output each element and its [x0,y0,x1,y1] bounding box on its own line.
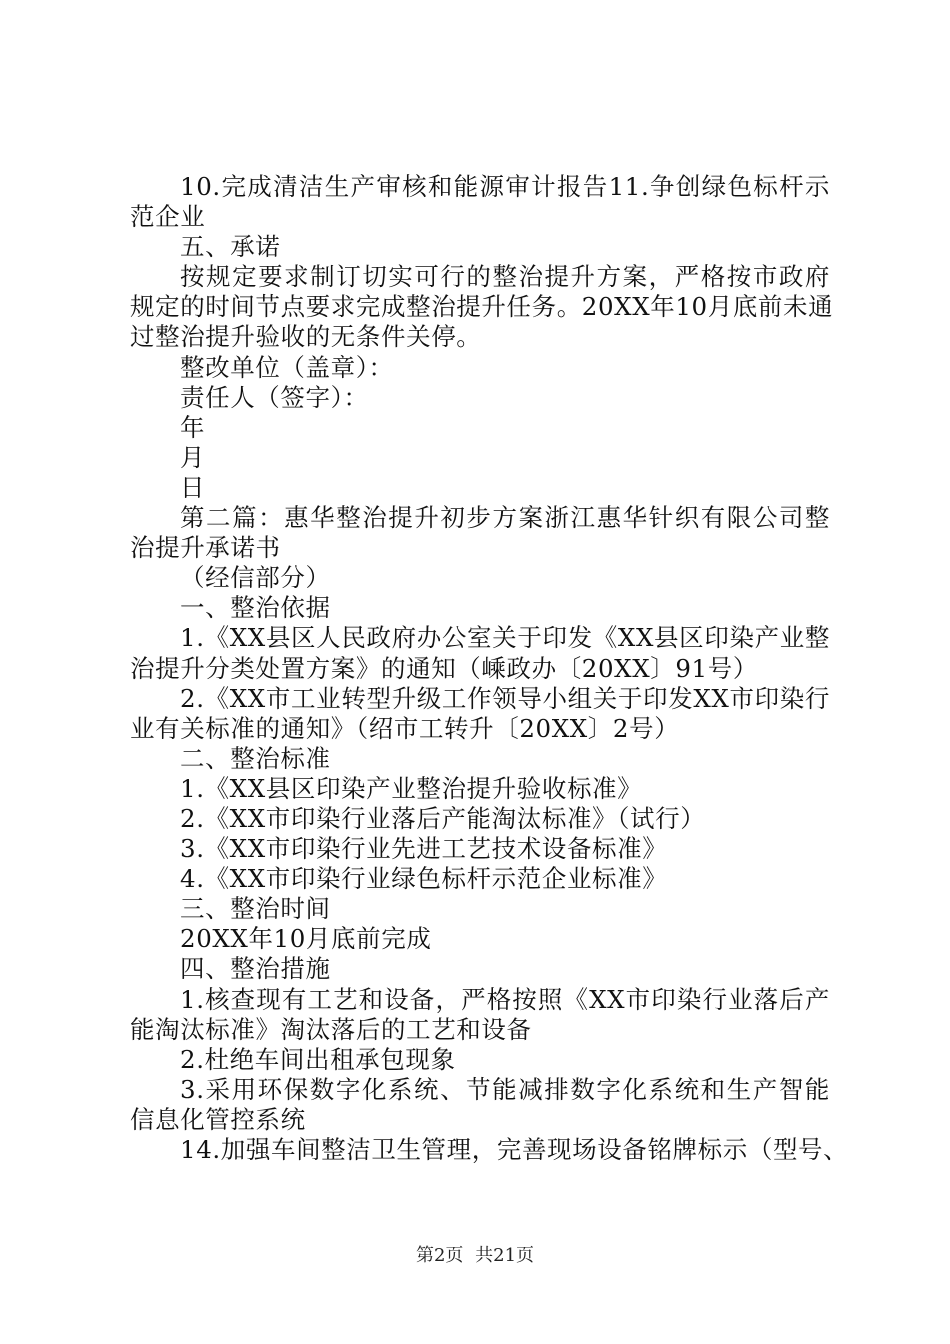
text-line: 3.《XX市印染行业先进工艺技术设备标准》 [180,834,668,864]
text-line: 责任人（签字）： [180,382,369,412]
section-heading: 三、整治时间 [180,894,331,924]
text-line: 年 [180,412,206,442]
text-line: 整改单位（盖章）： [180,352,394,382]
text-line: 1.核查现有工艺和设备，严格按照《XX市印染行业落后产 [180,984,830,1014]
text-line: 2.《XX市印染行业落后产能淘汰标准》（试行） [180,803,706,833]
text-line: 日 [180,472,206,502]
text-line: 信息化管控系统 [130,1104,306,1134]
text-line: 4.《XX市印染行业绿色标杆示范企业标准》 [180,864,668,894]
text-line: 20XX年10月底前完成 [180,924,432,954]
page-number: 第2页 [415,1245,464,1266]
text-line: 10.完成清洁生产审核和能源审计报告11.争创绿色标杆示 [180,172,830,201]
section-heading: 二、整治标准 [180,743,331,773]
text-line: 按规定要求制订切实可行的整治提升方案，严格按市政府 [180,262,830,292]
text-line: 2.《XX市工业转型升级工作领导小组关于印发XX市印染行 [180,683,830,713]
text-line: 治提升承诺书 [130,533,281,563]
text-line: 月 [180,442,206,472]
section-heading: 一、整治依据 [180,593,331,623]
document-body [130,172,849,1165]
text-line: 能淘汰标准》淘汰落后的工艺和设备 [130,1014,532,1044]
text-line: 14.加强车间整洁卫生管理，完善现场设备铭牌标示（型号、 [180,1135,849,1164]
section-heading: 五、承诺 [180,232,281,262]
text-line: 3.采用环保数字化系统、节能减排数字化系统和生产智能 [180,1074,830,1104]
text-line: 1.《XX县区人民政府办公室关于印发《XX县区印染产业整 [180,623,830,653]
text-line: 治提升分类处置方案》的通知（嵊政办〔20XX〕91号） [130,653,758,683]
text-line: 2.杜绝车间出租承包现象 [180,1044,456,1074]
chapter-heading: 第二篇：惠华整治提升初步方案浙江惠华针织有限公司整 [180,503,830,533]
text-line: 范企业 [130,202,206,232]
text-line: 规定的时间节点要求完成整治提升任务。20XX年10月底前未通 [130,292,834,322]
section-heading: 四、整治措施 [180,954,331,984]
page-total: 共21页 [475,1245,535,1266]
page-footer [0,1245,950,1267]
text-line: 过整治提升验收的无条件关停。 [130,322,482,352]
text-line: （经信部分） [180,563,331,593]
text-line: 业有关标准的通知》（绍市工转升〔20XX〕2号） [130,713,680,743]
text-line: 1.《XX县区印染产业整治提升验收标准》 [180,773,643,803]
